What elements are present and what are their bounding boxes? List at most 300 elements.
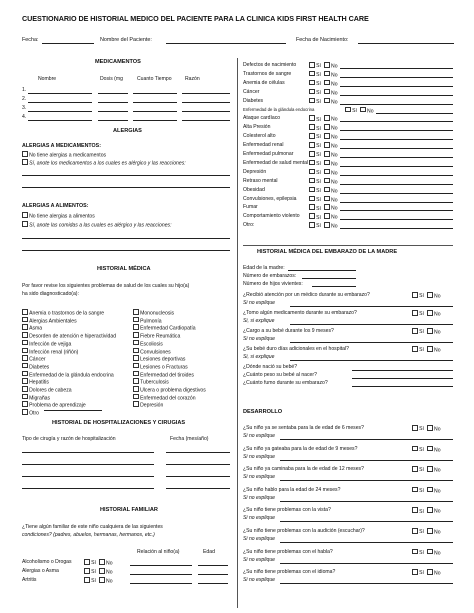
condition-checkbox[interactable] bbox=[133, 348, 171, 355]
condition-label: Anemia de células bbox=[243, 79, 285, 86]
condition-checkbox[interactable] bbox=[133, 394, 196, 401]
no-label: No bbox=[106, 569, 113, 576]
checkbox[interactable] bbox=[133, 386, 139, 392]
condition-checkbox[interactable] bbox=[22, 401, 86, 408]
checkbox[interactable] bbox=[427, 446, 433, 452]
no-label: No bbox=[331, 170, 338, 177]
si-no-options[interactable] bbox=[309, 98, 338, 105]
si-no-options[interactable] bbox=[412, 528, 441, 535]
checkbox[interactable] bbox=[412, 507, 418, 513]
explique-label: Si no explique bbox=[243, 453, 276, 460]
med-row-field[interactable] bbox=[182, 102, 230, 103]
condition-checkbox[interactable] bbox=[133, 317, 162, 324]
condition-checkbox[interactable] bbox=[22, 355, 46, 362]
si-no-options[interactable] bbox=[309, 142, 338, 149]
checkbox[interactable] bbox=[412, 466, 418, 472]
answer-field[interactable] bbox=[352, 378, 453, 379]
checkbox[interactable] bbox=[309, 124, 315, 130]
familiar-label: Alergias o Asma bbox=[22, 568, 59, 574]
si-label: Sí bbox=[316, 223, 321, 230]
historial-heading: HISTORIAL MÉDICA bbox=[97, 266, 151, 272]
condition-checkbox[interactable] bbox=[133, 363, 188, 370]
si-label: Sí bbox=[316, 214, 321, 221]
si-no-options[interactable] bbox=[412, 346, 441, 353]
condition-notes-field[interactable] bbox=[340, 228, 453, 229]
checkbox[interactable] bbox=[324, 204, 330, 210]
med-row-field[interactable] bbox=[28, 102, 92, 103]
explique-field[interactable] bbox=[280, 521, 453, 522]
explique-field[interactable] bbox=[280, 542, 453, 543]
condition-label: Enfermedad del corazón bbox=[140, 394, 196, 401]
condition-checkbox[interactable] bbox=[133, 371, 194, 378]
fecha-label: Fecha: bbox=[22, 37, 39, 43]
alergias-ali-no[interactable]: No tiene alergias a alimentos bbox=[22, 212, 95, 219]
si-no-options[interactable] bbox=[309, 133, 338, 140]
nombre-field[interactable] bbox=[166, 43, 286, 44]
checkbox[interactable] bbox=[427, 466, 433, 472]
med-row-field[interactable] bbox=[28, 120, 92, 121]
si-no-options[interactable] bbox=[84, 559, 113, 566]
checkbox[interactable] bbox=[309, 62, 315, 68]
explique-field[interactable] bbox=[280, 563, 453, 564]
checkbox[interactable] bbox=[99, 559, 105, 565]
si-no-options[interactable] bbox=[309, 124, 338, 131]
checkbox[interactable] bbox=[133, 355, 139, 361]
condition-notes-field[interactable] bbox=[340, 184, 453, 185]
explique-label: Si no explique bbox=[243, 433, 276, 439]
checkbox[interactable] bbox=[412, 446, 418, 452]
si-no-options[interactable] bbox=[84, 568, 113, 575]
condition-notes-field[interactable] bbox=[340, 121, 453, 122]
checkbox[interactable] bbox=[22, 363, 28, 369]
condition-notes-field[interactable] bbox=[340, 166, 453, 167]
explique-field[interactable] bbox=[290, 342, 453, 343]
condition-checkbox[interactable] bbox=[22, 409, 39, 416]
checkbox[interactable] bbox=[309, 196, 315, 202]
si-no-options[interactable] bbox=[412, 507, 441, 514]
si-no-options[interactable] bbox=[309, 71, 338, 78]
explique-field[interactable] bbox=[290, 324, 453, 325]
checkbox[interactable] bbox=[309, 80, 315, 86]
checkbox[interactable] bbox=[309, 213, 315, 219]
condition-label: Alergias Ambientales bbox=[29, 317, 77, 324]
checkbox[interactable] bbox=[309, 115, 315, 121]
med-row-field[interactable] bbox=[98, 93, 128, 94]
checkbox[interactable] bbox=[133, 348, 139, 354]
no-label: No bbox=[331, 178, 338, 185]
si-label: Sí bbox=[419, 549, 424, 556]
checkbox[interactable] bbox=[412, 487, 418, 493]
med-row-field[interactable] bbox=[28, 111, 92, 112]
cirugia-date-field[interactable] bbox=[166, 476, 230, 477]
si-no-options[interactable] bbox=[309, 196, 338, 203]
vivos-field[interactable] bbox=[312, 286, 356, 287]
checkbox[interactable] bbox=[22, 324, 28, 330]
historial-intro: Por favor revise los siguientes problemas de salud de los cuales su hijo(a) bbox=[22, 283, 190, 289]
alergias-med-line[interactable] bbox=[22, 187, 230, 188]
no-label: No bbox=[331, 205, 338, 212]
condition-label: Ataque cardíaco bbox=[243, 115, 281, 122]
condition-label: Diabetes bbox=[243, 97, 264, 104]
cirugia-date-field[interactable] bbox=[166, 488, 230, 489]
condition-notes-field[interactable] bbox=[340, 86, 453, 87]
condition-label: Trastornos de sangre bbox=[243, 70, 292, 77]
checkbox[interactable] bbox=[309, 142, 315, 148]
checkbox[interactable] bbox=[427, 528, 433, 534]
condition-checkbox[interactable] bbox=[22, 371, 114, 378]
checkbox[interactable] bbox=[324, 213, 330, 219]
checkbox[interactable] bbox=[324, 98, 330, 104]
condition-checkbox[interactable] bbox=[22, 386, 72, 393]
condition-notes-field[interactable] bbox=[340, 157, 453, 158]
condition-checkbox[interactable] bbox=[22, 317, 77, 324]
checkbox[interactable] bbox=[22, 409, 28, 415]
checkbox[interactable] bbox=[427, 569, 433, 575]
explique-field[interactable] bbox=[290, 306, 453, 307]
checkbox[interactable] bbox=[360, 107, 366, 113]
si-no-options[interactable] bbox=[309, 178, 338, 185]
checkbox[interactable] bbox=[427, 549, 433, 555]
relacion-field[interactable] bbox=[130, 583, 192, 584]
condition-label: Cáncer bbox=[243, 88, 260, 95]
alergias-med-no[interactable]: No tiene alergias a medicamentos bbox=[22, 151, 106, 158]
condition-checkbox[interactable] bbox=[133, 378, 169, 385]
checkbox[interactable] bbox=[22, 401, 28, 407]
checkbox[interactable] bbox=[412, 328, 418, 334]
checkbox[interactable] bbox=[324, 151, 330, 157]
si-no-options[interactable] bbox=[309, 115, 338, 122]
checkbox[interactable] bbox=[133, 340, 139, 346]
condition-checkbox[interactable] bbox=[133, 332, 180, 339]
checkbox[interactable] bbox=[427, 425, 433, 431]
condition-label: Enfermedad Cardiopatía bbox=[140, 325, 196, 332]
cirugia-field[interactable] bbox=[22, 464, 154, 465]
condition-label: Fumar bbox=[243, 204, 258, 211]
condition-notes-field[interactable] bbox=[340, 139, 453, 140]
checkbox[interactable] bbox=[133, 332, 139, 338]
checkbox[interactable] bbox=[22, 394, 28, 400]
si-no-options[interactable] bbox=[309, 160, 338, 167]
si-no-options[interactable] bbox=[309, 89, 338, 96]
checkbox[interactable] bbox=[324, 115, 330, 121]
checkbox[interactable] bbox=[324, 142, 330, 148]
embarazo-question: ¿Recibió atención por un médico durante su embarazo? bbox=[243, 292, 370, 298]
checkbox[interactable] bbox=[133, 378, 139, 384]
si-no-options[interactable] bbox=[412, 425, 441, 432]
si-no-options[interactable] bbox=[345, 107, 374, 114]
checkbox[interactable] bbox=[324, 222, 330, 228]
condition-checkbox[interactable] bbox=[22, 348, 78, 355]
condition-notes-field[interactable] bbox=[340, 219, 453, 220]
explique-field[interactable] bbox=[280, 583, 453, 584]
checkbox[interactable] bbox=[22, 355, 28, 361]
si-no-options[interactable] bbox=[309, 187, 338, 194]
checkbox[interactable] bbox=[309, 160, 315, 166]
checkbox[interactable] bbox=[427, 507, 433, 513]
col-razon: Razón bbox=[185, 76, 200, 82]
condition-notes-field[interactable] bbox=[340, 148, 453, 149]
fecha-field[interactable] bbox=[42, 43, 94, 44]
cirugia-date-field[interactable] bbox=[166, 452, 230, 453]
checkbox[interactable] bbox=[133, 363, 139, 369]
condition-checkbox[interactable] bbox=[22, 324, 42, 331]
checkbox[interactable] bbox=[324, 187, 330, 193]
condition-checkbox[interactable] bbox=[133, 340, 163, 347]
alergias-med-si[interactable]: Sí, anote los medicamentos a los cuales es alérgico y las reacciones: bbox=[22, 159, 186, 166]
med-row-field[interactable] bbox=[133, 102, 177, 103]
si-no-options[interactable] bbox=[309, 213, 338, 220]
condition-checkbox[interactable] bbox=[133, 324, 196, 331]
embarazo-question: ¿Cargo a su bebé durante los 9 meses? bbox=[243, 328, 334, 334]
vivos-label: Número de hijos vivientes: bbox=[243, 281, 303, 287]
condition-notes-field[interactable] bbox=[340, 95, 453, 96]
checkbox[interactable] bbox=[22, 159, 28, 165]
checkbox[interactable] bbox=[309, 151, 315, 157]
desarrollo-question: ¿Su niño tiene problemas con el habla? bbox=[243, 548, 333, 555]
checkbox[interactable] bbox=[133, 401, 139, 407]
edad-field[interactable] bbox=[198, 565, 228, 566]
checkbox[interactable] bbox=[427, 328, 433, 334]
no-label: No bbox=[331, 98, 338, 105]
explique-field[interactable] bbox=[280, 501, 453, 502]
no-label: No bbox=[434, 446, 441, 453]
checkbox[interactable] bbox=[309, 133, 315, 139]
cirugia-date-field[interactable] bbox=[166, 464, 230, 465]
med-row-field[interactable] bbox=[182, 120, 230, 121]
si-no-options[interactable] bbox=[412, 446, 441, 453]
checkbox[interactable] bbox=[99, 577, 105, 583]
cirugia-field[interactable] bbox=[22, 452, 154, 453]
checkbox[interactable] bbox=[22, 221, 28, 227]
checkbox[interactable] bbox=[309, 222, 315, 228]
si-no-options[interactable] bbox=[412, 310, 441, 317]
si-label: Sí bbox=[419, 426, 424, 433]
checkbox[interactable] bbox=[22, 332, 28, 338]
no-label: No bbox=[434, 549, 441, 556]
checkbox[interactable] bbox=[22, 151, 28, 157]
no-label: No bbox=[434, 347, 441, 354]
condition-checkbox[interactable] bbox=[22, 340, 71, 347]
explique-field[interactable] bbox=[280, 480, 453, 481]
condition-checkbox[interactable] bbox=[22, 394, 50, 401]
condition-notes-field[interactable] bbox=[376, 113, 453, 114]
si-no-options[interactable] bbox=[412, 466, 441, 473]
explique-label: Si no explique bbox=[243, 336, 276, 342]
checkbox[interactable] bbox=[309, 89, 315, 95]
checkbox[interactable] bbox=[412, 292, 418, 298]
checkbox[interactable] bbox=[309, 98, 315, 104]
si-no-options[interactable] bbox=[309, 222, 338, 229]
med-row-field[interactable] bbox=[133, 111, 177, 112]
no-label: No bbox=[367, 107, 374, 114]
checkbox[interactable] bbox=[412, 549, 418, 555]
checkbox[interactable] bbox=[427, 346, 433, 352]
checkbox[interactable] bbox=[309, 71, 315, 77]
checkbox[interactable] bbox=[324, 71, 330, 77]
nacimiento-field[interactable] bbox=[358, 43, 454, 44]
familiar-q: condiciones? (padres, abuelos, hermanas, hermanos, etc.) bbox=[22, 532, 155, 538]
checkbox[interactable] bbox=[22, 348, 28, 354]
checkbox[interactable] bbox=[22, 212, 28, 218]
condition-checkbox[interactable] bbox=[22, 363, 49, 370]
checkbox[interactable] bbox=[324, 133, 330, 139]
cirugia-field[interactable] bbox=[22, 488, 154, 489]
si-no-options[interactable] bbox=[309, 80, 338, 87]
explique-field[interactable] bbox=[290, 360, 453, 361]
condition-checkbox[interactable] bbox=[133, 401, 163, 408]
si-label: Sí bbox=[419, 508, 424, 515]
edad-field[interactable] bbox=[198, 583, 228, 584]
si-no-options[interactable] bbox=[412, 569, 441, 576]
checkbox[interactable] bbox=[309, 187, 315, 193]
condition-notes-field[interactable] bbox=[340, 202, 453, 203]
condition-checkbox[interactable] bbox=[133, 386, 206, 393]
checkbox[interactable] bbox=[99, 568, 105, 574]
relacion-field[interactable] bbox=[130, 565, 192, 566]
checkbox[interactable] bbox=[84, 568, 90, 574]
si-label: Sí bbox=[91, 560, 96, 567]
med-row-field[interactable] bbox=[28, 93, 92, 94]
si-no-options[interactable] bbox=[309, 169, 338, 176]
med-row-field[interactable] bbox=[182, 93, 230, 94]
condition-notes-field[interactable] bbox=[340, 193, 453, 194]
med-row-field[interactable] bbox=[98, 111, 128, 112]
si-label: Sí bbox=[419, 311, 424, 318]
condition-label: Depresión bbox=[243, 168, 267, 175]
checkbox[interactable] bbox=[427, 487, 433, 493]
med-row-field[interactable] bbox=[133, 120, 177, 121]
checkbox[interactable] bbox=[309, 169, 315, 175]
checkbox[interactable] bbox=[324, 178, 330, 184]
med-row-field[interactable] bbox=[182, 111, 230, 112]
condition-label: Tuberculosis bbox=[140, 379, 169, 386]
familiar-col1: Relación al niño(a) bbox=[137, 549, 180, 555]
condition-notes-field[interactable] bbox=[340, 175, 453, 176]
answer-field[interactable] bbox=[352, 386, 453, 387]
checkbox[interactable] bbox=[22, 309, 28, 315]
condition-notes-field[interactable] bbox=[340, 210, 453, 211]
condition-label: Depresión bbox=[140, 402, 164, 409]
condition-label: Problema de aprendizaje bbox=[29, 402, 86, 409]
si-no-options[interactable] bbox=[412, 549, 441, 556]
condition-checkbox[interactable] bbox=[22, 332, 116, 339]
checkbox[interactable] bbox=[324, 160, 330, 166]
checkbox[interactable] bbox=[133, 324, 139, 330]
cirugias-col2: Fecha (mes/año) bbox=[170, 436, 209, 442]
alergias-ali-line[interactable] bbox=[22, 238, 230, 239]
embarazo-question: ¿Su bebé duro días adicionales en el hospital? bbox=[243, 346, 349, 352]
checkbox[interactable] bbox=[324, 196, 330, 202]
si-no-options[interactable] bbox=[412, 292, 441, 299]
checkbox[interactable] bbox=[412, 310, 418, 316]
si-no-options[interactable] bbox=[309, 151, 338, 158]
answer-field[interactable] bbox=[352, 370, 453, 371]
condition-checkbox[interactable] bbox=[133, 355, 185, 362]
checkbox[interactable] bbox=[22, 317, 28, 323]
embarazo-question: ¿Dónde nació su bebé? bbox=[243, 364, 298, 370]
condition-checkbox[interactable] bbox=[22, 378, 49, 385]
condition-label: Otro: bbox=[243, 222, 255, 229]
explique-field[interactable] bbox=[280, 439, 453, 440]
condition-notes-field[interactable] bbox=[340, 77, 453, 78]
checkbox[interactable] bbox=[324, 169, 330, 175]
checkbox[interactable] bbox=[309, 178, 315, 184]
checkbox[interactable] bbox=[345, 107, 351, 113]
checkbox[interactable] bbox=[324, 89, 330, 95]
checkbox[interactable] bbox=[22, 371, 28, 377]
checkbox[interactable] bbox=[84, 577, 90, 583]
si-no-options[interactable] bbox=[309, 62, 338, 69]
condition-label: Comportamiento violento bbox=[243, 213, 300, 220]
cirugia-field[interactable] bbox=[22, 476, 154, 477]
condition-notes-field[interactable] bbox=[340, 104, 453, 105]
condition-label: Pulmonía bbox=[140, 317, 162, 324]
si-no-options[interactable] bbox=[412, 328, 441, 335]
otro-line[interactable] bbox=[44, 410, 102, 411]
med-row-field[interactable] bbox=[98, 120, 128, 121]
checkbox[interactable] bbox=[412, 346, 418, 352]
relacion-field[interactable] bbox=[130, 574, 192, 575]
explique-label: Si, si explique bbox=[243, 318, 275, 324]
checkbox[interactable] bbox=[22, 340, 28, 346]
condition-checkbox[interactable] bbox=[22, 309, 104, 316]
si-label: Sí bbox=[316, 89, 321, 96]
condition-label: Desorden de atención e hiperactividad bbox=[29, 333, 117, 340]
condition-label: Mononucleosis bbox=[140, 310, 175, 317]
checkbox[interactable] bbox=[412, 569, 418, 575]
no-label: No bbox=[331, 196, 338, 203]
checkbox[interactable] bbox=[427, 292, 433, 298]
explique-label: Si no explique bbox=[243, 300, 276, 306]
checkbox[interactable] bbox=[84, 559, 90, 565]
si-no-options[interactable] bbox=[84, 577, 113, 584]
checkbox[interactable] bbox=[427, 310, 433, 316]
alergias-ali-line[interactable] bbox=[22, 250, 230, 251]
explique-field[interactable] bbox=[280, 460, 453, 461]
checkbox[interactable] bbox=[133, 309, 139, 315]
condition-label: Defectos de nacimiento bbox=[243, 62, 297, 68]
checkbox[interactable] bbox=[412, 528, 418, 534]
si-label: Sí bbox=[91, 569, 96, 576]
med-row-field[interactable] bbox=[133, 93, 177, 94]
si-no-options[interactable] bbox=[412, 487, 441, 494]
checkbox[interactable] bbox=[412, 425, 418, 431]
condition-checkbox[interactable] bbox=[133, 309, 174, 316]
checkbox[interactable] bbox=[133, 371, 139, 377]
edad-field[interactable] bbox=[288, 270, 356, 271]
med-row-number: 1. bbox=[22, 87, 27, 93]
checkbox[interactable] bbox=[309, 204, 315, 210]
med-row-number: 2. bbox=[22, 96, 27, 102]
si-no-options[interactable] bbox=[309, 204, 338, 211]
condition-notes-field[interactable] bbox=[340, 68, 453, 69]
condition-notes-field[interactable] bbox=[340, 130, 453, 131]
num-label: Número de embarazos: bbox=[243, 273, 297, 279]
num-field[interactable] bbox=[302, 278, 356, 279]
checkbox[interactable] bbox=[22, 378, 28, 384]
med-row-field[interactable] bbox=[98, 102, 128, 103]
checkbox[interactable] bbox=[324, 80, 330, 86]
no-label: No bbox=[331, 125, 338, 132]
edad-field[interactable] bbox=[198, 574, 228, 575]
checkbox[interactable] bbox=[324, 124, 330, 130]
checkbox[interactable] bbox=[133, 394, 139, 400]
alergias-med-line[interactable] bbox=[22, 175, 230, 176]
checkbox[interactable] bbox=[22, 386, 28, 392]
checkbox[interactable] bbox=[133, 317, 139, 323]
checkbox[interactable] bbox=[324, 62, 330, 68]
alergias-ali-si[interactable]: Sí, anote las comidas a las cuales es alérgico y las reacciones: bbox=[22, 221, 172, 228]
